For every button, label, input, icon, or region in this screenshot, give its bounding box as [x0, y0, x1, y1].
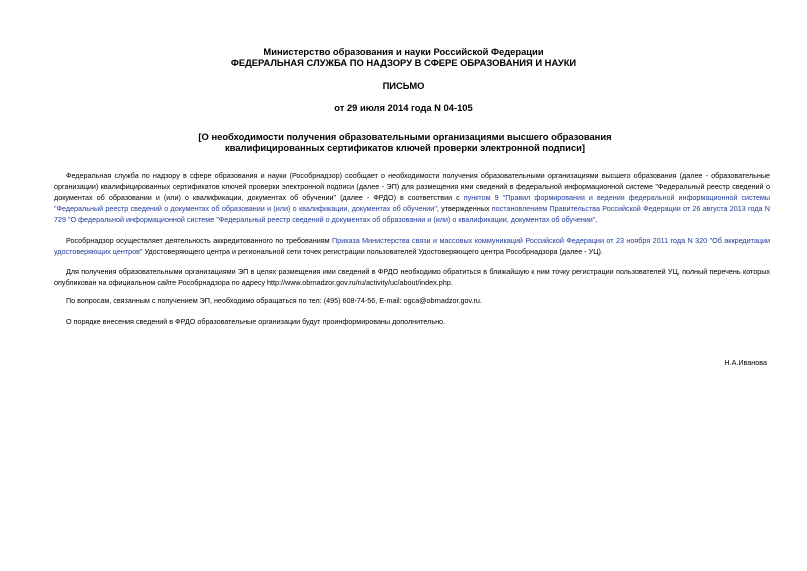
- paragraph-1: [54, 170, 770, 225]
- paragraph-3-text: Для получения образовательными организациями ЭП в целях размещения ими сведений в ФРДО необходимо обратиться в ближайшую к ним точку регистрации пользователей УЦ, полный перечень которых опубликован на официальном сайте Рособрнадзора по адресу http://www.obrnadzor.gov.ru/ru/activity/uc/about/index.php.: [54, 267, 770, 287]
- paragraph-4: [54, 295, 770, 306]
- rules-point-9-link[interactable]: пунктом 9 "Правил формирования и ведения федеральной информационной системы "Федеральный реестр сведений о документах об образовании и (или) о квалификации, документах об обучении": [54, 193, 770, 213]
- document-type: ПИСЬМО: [382, 80, 425, 91]
- document-date-number: от 29 июля 2014 года N 04-105: [334, 102, 473, 113]
- paragraph-5: [54, 316, 770, 327]
- paragraph-1-text-a: Федеральная служба по надзору в сфере образования и науки (Рособрнадзор) сообщает о необходимости получения образовательными организациями высшего образования (далее - образовательные организации) квалифицированных сертификатов ключей проверки электронной подписи (далее - ЭП) для размещения ими сведений в федеральной информационной системе "Федеральный реестр сведений о документах об образовании и (или) о квалификации, документах об обучении" (далее - ФРДО) в соответствии с: [54, 171, 770, 202]
- paragraph-3: [54, 266, 770, 288]
- service-name: ФЕДЕРАЛЬНАЯ СЛУЖБА ПО НАДЗОРУ В СФЕРЕ ОБРАЗОВАНИЯ И НАУКИ: [230, 57, 577, 68]
- ministry-order-320-link[interactable]: Приказа Министерства связи и массовых коммуникаций Российской Федерации от 23 ноября 2011 года N 320 "Об аккредитации удостоверяющих центров": [54, 236, 770, 256]
- signature: Н.А.Иванова: [724, 358, 767, 367]
- paragraph-5-text: О порядке внесения сведений в ФРДО образовательные организации будут проинформированы дополнительно.: [66, 317, 446, 326]
- paragraph-2-text-a: Рособрнадзор осуществляет деятельность аккредитованного по требованиям: [66, 236, 333, 245]
- paragraph-2: [54, 235, 770, 257]
- paragraph-1-text-b: , утвержденных: [436, 204, 492, 213]
- paragraph-1-text-c: .: [595, 215, 598, 224]
- government-decree-729-link[interactable]: постановлением Правительства Российской Федерации от 26 августа 2013 года N 729 "О федеральной информационной системе "Федеральный реестр сведений о документах об образовании и (или) о квалификации, документах об обучении": [54, 204, 770, 224]
- document-subject: [О необходимости получения образовательными организациями высшего образования квалифицированных сертификатов ключей проверки электронной подписи]: [198, 131, 612, 153]
- paragraph-2-text-b: Удостоверяющего центра и региональной сети точек регистрации пользователей Удостоверяющего центра Рособрнадзора (далее - УЦ).: [142, 247, 603, 256]
- paragraph-4-text: По вопросам, связанным с получением ЭП, необходимо обращаться по тел: (495) 608-74-56, E-mail: ogca@obrnadzor.gov.ru.: [66, 296, 482, 305]
- ministry-name: Министерство образования и науки Российской Федерации: [263, 46, 544, 57]
